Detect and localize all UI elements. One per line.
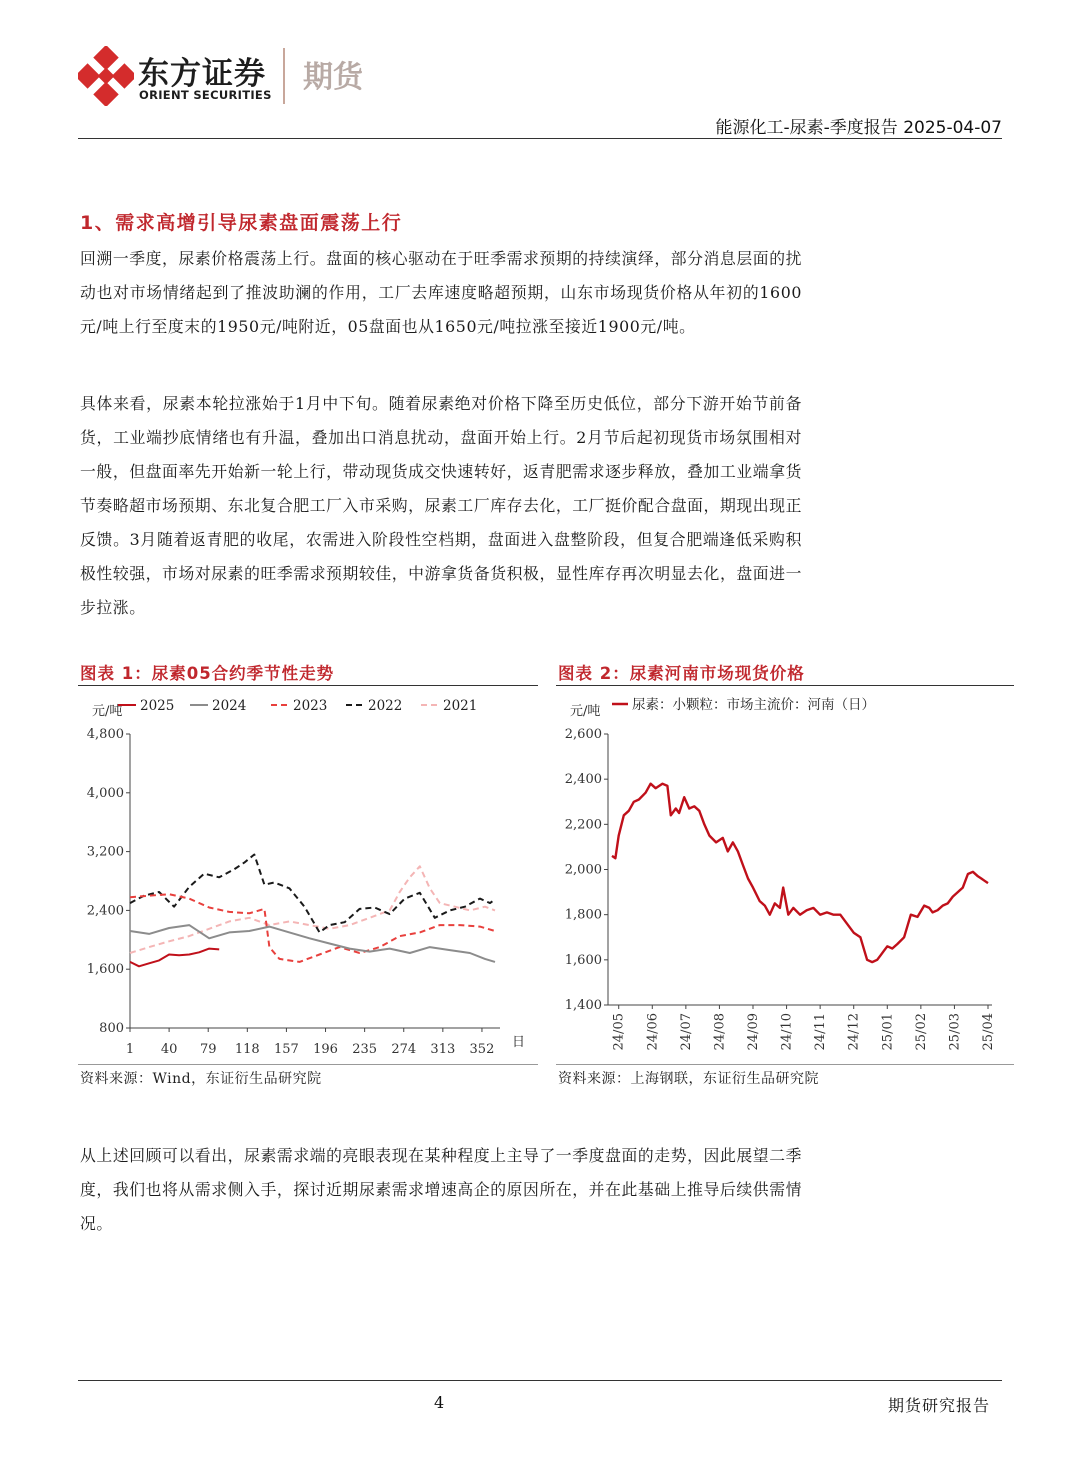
x-tick-label: 24/09	[746, 1013, 761, 1051]
legend-label: 尿素：小颗粒：市场主流价：河南（日）	[632, 697, 875, 713]
paragraph-1: 回溯一季度，尿素价格震荡上行。盘面的核心驱动在于旺季需求预期的持续演绎，部分消息层面的扰动也对市场情绪起到了推波助澜的作用，工厂去库速度略超预期，山东市场现货价格从年初的1600元/吨上行至度末的1950元/吨附近，05盘面也从1650元/吨拉涨至接近1900元/吨。	[80, 249, 802, 336]
x-tick-label: 1	[125, 1042, 135, 1057]
x-tick-label: 313	[430, 1042, 456, 1057]
y-tick-label: 4,800	[86, 727, 124, 742]
series-line-2025	[130, 949, 219, 967]
legend-label: 2021	[443, 698, 478, 714]
x-tick-label: 40	[160, 1042, 178, 1057]
section-title: 1、需求高增引导尿素盘面震荡上行	[80, 212, 403, 234]
series-line-henan	[612, 784, 988, 962]
x-tick-label: 274	[391, 1042, 417, 1057]
figure-1-rule	[78, 685, 538, 686]
footer-rule	[78, 1380, 1002, 1381]
y-axis-unit: 元/吨	[570, 704, 601, 719]
brand-name-cn: 东方证券	[138, 56, 266, 92]
x-tick-label: 235	[352, 1042, 378, 1057]
x-tick-label: 118	[234, 1042, 260, 1057]
legend-item	[346, 698, 402, 714]
y-tick-label: 2,600	[564, 727, 602, 742]
page-number: 4	[434, 1393, 445, 1412]
series-line-2022	[130, 855, 495, 933]
x-axis-unit: 日	[512, 1035, 526, 1050]
x-tick-label: 25/02	[913, 1013, 929, 1051]
x-tick-label: 79	[199, 1042, 217, 1057]
x-tick-label: 24/07	[678, 1013, 694, 1051]
x-tick-label: 24/08	[712, 1013, 728, 1051]
y-tick-label: 800	[99, 1021, 124, 1036]
figure-1-source: 资料来源：Wind，东证衍生品研究院	[80, 1071, 322, 1087]
x-tick-label: 196	[313, 1042, 338, 1057]
report-meta: 能源化工-尿素-季度报告 2025-04-07	[715, 118, 1002, 138]
paragraph-2: 具体来看，尿素本轮拉涨始于1月中下旬。随着尿素绝对价格下降至历史低位，部分下游开始节前备货，工业端抄底情绪也有升温，叠加出口消息扰动，盘面开始上行。2月节后起初现货市场氛围相对一般，但盘面率先开始新一轮上行，带动现货成交快速转好，返青肥需求逐步释放，叠加工业端拿货节奏略超市场预期、东北复合肥工厂入市采购，尿素工厂库存去化，工厂挺价配合盘面，期现出现正反馈。3月随着返青肥的收尾，农需进入阶段性空档期，盘面进入盘整阶段，但复合肥端逢低采购积极性较强，市场对尿素的旺季需求预期较佳，中游拿货备货积极，显性库存再次明显去化，盘面进一步拉涨。	[80, 394, 802, 617]
x-tick-label: 24/12	[846, 1013, 862, 1051]
legend-item	[118, 698, 174, 714]
henan-spot-chart	[556, 688, 1014, 1062]
figure-1-title: 图表 1：尿素05合约季节性走势	[80, 664, 335, 683]
legend-item	[271, 698, 327, 714]
legend-item	[612, 696, 875, 713]
y-tick-label: 1,600	[564, 952, 602, 968]
y-tick-label: 2,200	[564, 817, 602, 833]
y-axis-unit: 元/吨	[92, 704, 123, 719]
x-tick-label: 352	[469, 1042, 495, 1057]
footer-label: 期货研究报告	[887, 1396, 990, 1415]
figure-2-rule	[556, 685, 1014, 686]
figure-2-source: 资料来源：上海钢联，东证衍生品研究院	[558, 1071, 819, 1087]
y-tick-label: 2,400	[564, 772, 602, 788]
brand-divider	[283, 48, 285, 104]
x-tick-label: 25/03	[947, 1013, 963, 1051]
x-tick-label: 25/04	[981, 1013, 996, 1051]
y-tick-label: 4,000	[86, 785, 124, 801]
x-tick-label: 24/05	[611, 1013, 627, 1051]
seasonal-chart	[78, 688, 538, 1062]
x-tick-label: 24/11	[813, 1013, 829, 1051]
figure-2-source-rule	[556, 1064, 1014, 1065]
y-tick-label: 3,200	[86, 844, 124, 860]
figure-2-title: 图表 2：尿素河南市场现货价格	[558, 664, 805, 683]
legend-label: 2023	[293, 698, 328, 714]
y-tick-label: 1,400	[564, 998, 602, 1013]
y-tick-label: 2,000	[564, 862, 602, 878]
paragraph-3: 从上述回顾可以看出，尿素需求端的亮眼表现在某种程度上主导了一季度盘面的走势，因此展望二季度，我们也将从需求侧入手，探讨近期尿素需求增速高企的原因所在，并在此基础上推导后续供需情况。	[80, 1146, 802, 1233]
figure-1-source-rule	[78, 1064, 538, 1065]
y-tick-label: 1,600	[86, 962, 124, 978]
series-line-2024	[130, 925, 495, 962]
orient-logo-icon	[78, 46, 134, 106]
legend-label: 2025	[140, 698, 175, 714]
legend-item	[421, 698, 477, 714]
x-tick-label: 25/01	[880, 1013, 896, 1051]
legend-label: 2022	[368, 698, 403, 714]
brand-subtitle: 期货	[303, 60, 363, 95]
legend-label: 2024	[212, 698, 247, 714]
x-tick-label: 24/10	[779, 1013, 795, 1051]
x-tick-label: 24/06	[645, 1013, 661, 1051]
header-rule	[78, 138, 1002, 139]
x-tick-label: 157	[274, 1042, 299, 1057]
series-line-2023	[130, 894, 495, 962]
brand-name-en: ORIENT SECURITIES	[139, 88, 272, 102]
legend-item	[190, 698, 246, 714]
y-tick-label: 1,800	[564, 907, 602, 923]
y-tick-label: 2,400	[86, 903, 124, 919]
